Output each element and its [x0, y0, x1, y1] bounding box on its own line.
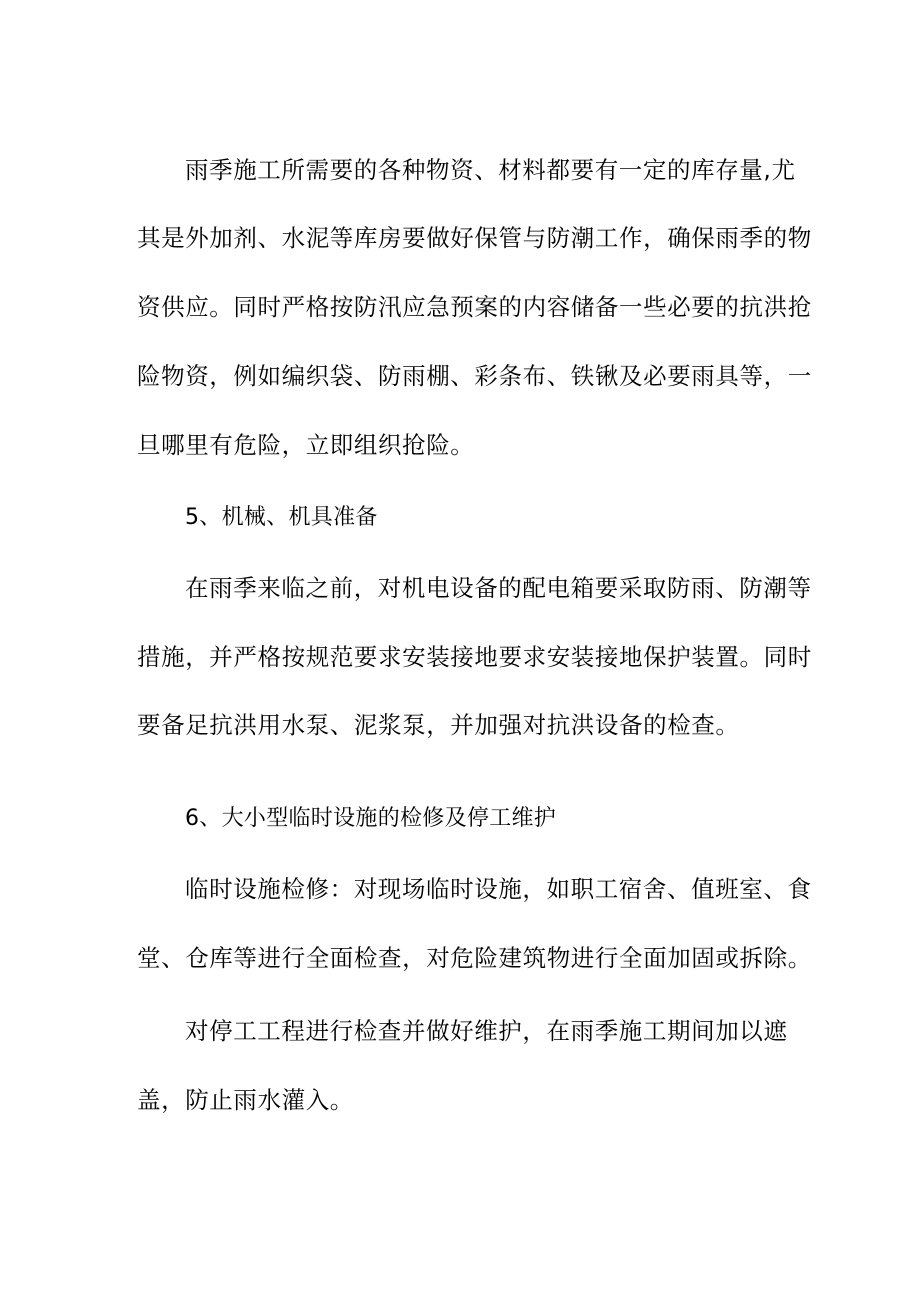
paragraph-3-line-2: 堂、仓库等进行全面检查，对危险建筑物进行全面加固或拆除。 — [137, 944, 812, 972]
paragraph-1-line-1: 雨季施工所需要的各种物资、材料都要有一定的库存量,尤 — [185, 156, 796, 184]
section-heading-5: 5、机械、机具准备 — [185, 505, 378, 530]
paragraph-1-line-5: 旦哪里有危险，立即组织抢险。 — [137, 431, 475, 459]
paragraph-1-line-3: 资供应。同时严格按防汛应急预案的内容储备一些必要的抗洪抢 — [137, 293, 812, 321]
paragraph-1-line-2: 其是外加剂、水泥等库房要做好保管与防潮工作，确保雨季的物 — [137, 224, 812, 252]
paragraph-4-line-2: 盖，防止雨水灌入。 — [137, 1086, 354, 1114]
paragraph-1-line-4: 险物资，例如编织袋、防雨棚、彩条布、铁锹及必要雨具等，一 — [137, 362, 812, 390]
paragraph-4-line-1: 对停工工程进行检查并做好维护，在雨季施工期间加以遮 — [185, 1017, 788, 1045]
section-heading-6: 6、大小型临时设施的检修及停工维护 — [185, 806, 557, 831]
paragraph-2-line-1: 在雨季来临之前，对机电设备的配电箱要采取防雨、防潮等 — [185, 574, 812, 602]
paragraph-3-line-1: 临时设施检修：对现场临时设施，如职工宿舍、值班室、食 — [185, 875, 812, 903]
paragraph-2-line-3: 要备足抗洪用水泵、泥浆泵，并加强对抗洪设备的检查。 — [137, 711, 740, 739]
paragraph-2-line-2: 措施，并严格按规范要求安装接地要求安装接地保护装置。同时 — [137, 643, 812, 671]
